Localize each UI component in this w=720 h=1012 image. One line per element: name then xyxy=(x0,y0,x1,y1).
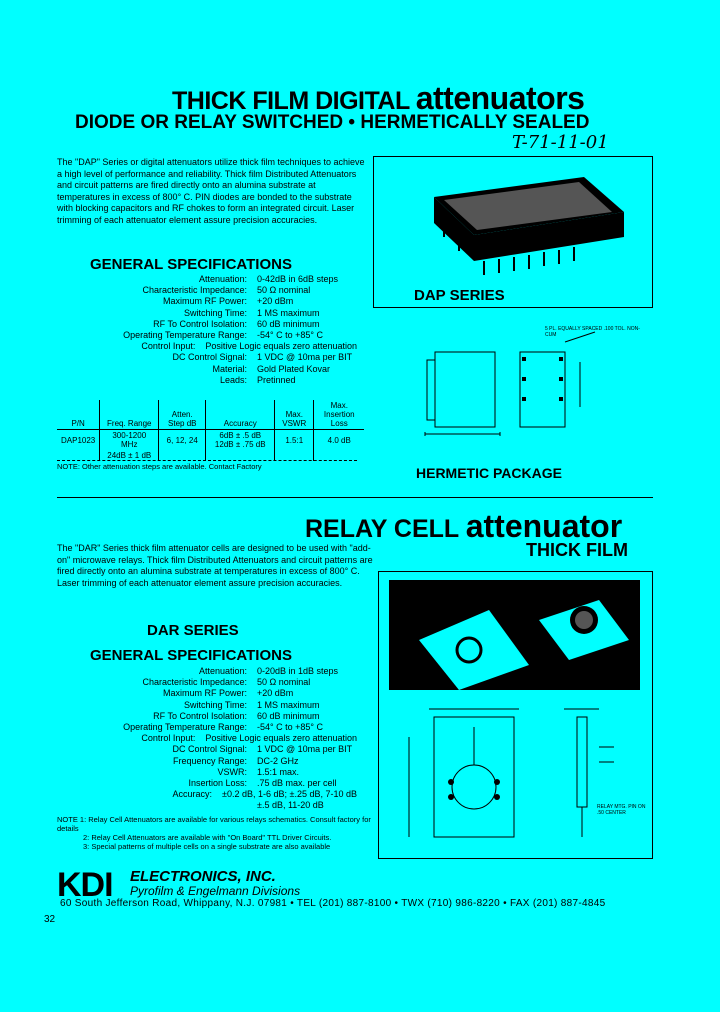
spec-label: Attenuation: xyxy=(198,274,247,284)
spec-row xyxy=(57,744,357,755)
table-divider xyxy=(57,460,357,461)
spec-label: Maximum RF Power: xyxy=(162,688,247,699)
dap-note: NOTE: Other attenuation steps are available. Contact Factory xyxy=(57,462,262,471)
spec-value: Positive Logic equals zero attenuation xyxy=(205,733,357,744)
table-cell: 6, 12, 24 xyxy=(159,430,206,451)
spec-row xyxy=(57,711,357,722)
relay-subtitle: THICK FILM xyxy=(526,540,628,560)
spec-value: -54° C to +85° C xyxy=(257,330,323,341)
spec-value: +20 dBm xyxy=(257,688,294,699)
handwritten-note: T-71-11-01 xyxy=(512,132,609,153)
relay-intro: The "DAR" Series thick film attenuator cells are designed to be used with "add-on" microwave relays. Thick film Distributed Attenuators and circuit patterns are fired directly onto an alumina substrate at temperatures in excess of 800° C. Laser trimming of each attenuator element assure precision accuracies. xyxy=(57,543,373,588)
table-row xyxy=(57,430,364,451)
spec-label: Leads: xyxy=(219,374,247,385)
spec-label: Maximum RF Power: xyxy=(162,296,247,307)
spec-value: 1 MS maximum xyxy=(257,307,320,318)
spec-value: -54° C to +85° C xyxy=(257,722,323,733)
spec-label: Accuracy: xyxy=(172,789,213,800)
section-divider xyxy=(57,497,653,498)
spec-label: RF To Control Isolation: xyxy=(153,710,247,721)
spec-label: Characteristic Impedance: xyxy=(142,285,247,296)
spec-label: Control Input: xyxy=(141,733,196,744)
table-header: Max. Insertion Loss xyxy=(314,400,365,430)
table-cell: 1.5:1 xyxy=(275,430,314,451)
spec-value: Pretinned xyxy=(257,374,296,385)
table-cell: 4.0 dB xyxy=(314,430,365,451)
company-name: ELECTRONICS, INC. xyxy=(130,868,276,885)
page-number: 32 xyxy=(44,914,56,925)
spec-row xyxy=(57,319,357,330)
spec-label: VSWR: xyxy=(217,766,247,777)
spec-row xyxy=(57,666,357,677)
title-big: attenuators xyxy=(415,80,585,116)
spec-row xyxy=(57,341,357,352)
table-header: Atten. Step dB xyxy=(159,400,206,430)
spec-value: ±0.2 dB, 1-6 dB; ±.25 dB, 7-10 dB xyxy=(222,789,357,800)
table-cell: 24dB ± 1 dB xyxy=(100,450,159,461)
spec-row xyxy=(57,733,357,744)
relay-note: NOTE 1: Relay Cell Attenuators are available for various relays schematics. Consult factory for details xyxy=(57,815,371,833)
spec-value: ±.5 dB, 11-20 dB xyxy=(257,800,324,811)
kdi-logo: KDI xyxy=(57,866,113,904)
spec-row xyxy=(57,677,357,688)
table-header: Accuracy xyxy=(206,400,275,430)
page-subtitle: DIODE OR RELAY SWITCHED • HERMETICALLY SEALED xyxy=(75,112,590,133)
relay-substrate-image xyxy=(389,580,640,690)
spec-row xyxy=(57,330,357,341)
spec-label: Control Input: xyxy=(141,341,196,352)
dap-table xyxy=(57,400,364,461)
spec-row xyxy=(57,274,357,285)
spec-row xyxy=(57,352,357,363)
spec-value: 1 VDC @ 10ma per BIT xyxy=(257,744,353,755)
spec-row xyxy=(57,688,357,699)
spec-label: Switching Time: xyxy=(183,307,247,318)
spec-label: Attenuation: xyxy=(198,666,247,676)
spec-value: Positive Logic equals zero attenuation xyxy=(205,341,357,352)
relay-title-small: RELAY CELL xyxy=(305,515,459,543)
relay-note: 2: Relay Cell Attenuators are available with "On Board" TTL Driver Circuits. xyxy=(83,833,332,842)
spec-value: 60 dB minimum xyxy=(257,710,320,721)
spec-row xyxy=(57,375,357,386)
relay-note: 3: Special patterns of multiple cells on a single substrate are also available xyxy=(83,842,331,851)
spec-value: 1 VDC @ 10ma per BIT xyxy=(257,352,353,363)
spec-label: DC Control Signal: xyxy=(172,744,247,755)
table-header: Freq. Range xyxy=(100,400,159,430)
relay-drawing-label: RELAY MTG. PIN ON .50 CENTER xyxy=(597,804,646,816)
spec-value: .75 dB max. per cell xyxy=(257,778,337,789)
spec-row xyxy=(57,308,357,319)
dap-specs-heading: GENERAL SPECIFICATIONS xyxy=(90,256,292,273)
table-cell: 6dB ± .5 dB 12dB ± .75 dB xyxy=(206,430,275,451)
relay-photo-image xyxy=(389,580,640,690)
package-label: HERMETIC PACKAGE xyxy=(416,465,562,481)
spec-value: DC-2 GHz xyxy=(257,755,299,766)
relay-title-big: attenuator xyxy=(465,508,623,544)
spec-label: Characteristic Impedance: xyxy=(142,677,247,688)
spec-value: 0-42dB in 6dB steps xyxy=(257,274,339,284)
spec-value: 50 Ω nominal xyxy=(257,677,311,688)
dap-package-image xyxy=(374,157,651,306)
relay-drawing-svg xyxy=(389,697,644,852)
spec-row xyxy=(57,364,357,375)
spec-row xyxy=(57,756,357,767)
dap-drawing xyxy=(405,322,655,447)
spec-label: Operating Temperature Range: xyxy=(123,330,247,341)
relay-notes xyxy=(57,815,375,851)
relay-specs xyxy=(57,666,357,812)
table-header: Max. VSWR xyxy=(275,400,314,430)
spec-value: 1 MS maximum xyxy=(257,699,320,710)
table-header: P/N xyxy=(57,400,100,430)
spec-value: 60 dB minimum xyxy=(257,318,320,329)
spec-row xyxy=(57,700,357,711)
dap-photo xyxy=(373,156,653,308)
spec-value: 0-20dB in 1dB steps xyxy=(257,666,339,676)
dap-drawing-label: 5 PL. EQUALLY SPACED .100 TOL. NON-CUM xyxy=(545,326,640,338)
dap-specs xyxy=(57,274,357,386)
table-header-row xyxy=(57,400,364,430)
company-address: 60 South Jefferson Road, Whippany, N.J. 07981 • TEL (201) 887-8100 • TWX (710) 986-8220 • FAX (201) 887-4845 xyxy=(60,898,606,909)
spec-label: Insertion Loss: xyxy=(188,778,247,789)
spec-label: DC Control Signal: xyxy=(172,352,247,363)
spec-label: RF To Control Isolation: xyxy=(153,318,247,329)
spec-value: 50 Ω nominal xyxy=(257,285,311,296)
spec-label xyxy=(57,800,257,811)
dap-photo-label: DAP SERIES xyxy=(414,287,505,304)
table-cell: DAP1023 xyxy=(61,435,96,445)
spec-value: 1.5:1 max. xyxy=(257,766,300,777)
relay-specs-heading: GENERAL SPECIFICATIONS xyxy=(90,647,292,664)
spec-row xyxy=(57,800,357,811)
spec-row xyxy=(57,778,357,789)
relay-photo xyxy=(378,571,653,859)
spec-row xyxy=(57,767,357,778)
spec-label: Operating Temperature Range: xyxy=(123,722,247,733)
title-small: THICK FILM DIGITAL xyxy=(172,87,410,115)
spec-label: Frequency Range: xyxy=(172,755,247,766)
spec-value: Gold Plated Kovar xyxy=(257,363,331,374)
company-divisions: Pyrofilm & Engelmann Divisions xyxy=(130,884,301,898)
table-cell: 300-1200 MHz xyxy=(100,430,159,451)
spec-value: +20 dBm xyxy=(257,296,294,307)
dap-table-wrap xyxy=(57,400,364,461)
spec-row xyxy=(57,285,357,296)
dap-intro: The "DAP" Series or digital attenuators utilize thick film techniques to achieve a high level of performance and reliability. Thick film Distributed Attenuators and circuit patterns are fired directly onto an alumina substrate at temperatures in excess of 800° C. PIN diodes are bonded to the substrate with blocking capacitors and RF chokes to form an integrated circuit. Laser trimming of each attenuator element assure precision accuracies. xyxy=(57,157,365,225)
relay-series-label: DAR SERIES xyxy=(147,622,239,639)
spec-row xyxy=(57,296,357,307)
spec-label: Switching Time: xyxy=(183,699,247,710)
spec-row xyxy=(57,789,357,800)
spec-label: Material: xyxy=(212,363,247,374)
dap-drawing-svg xyxy=(405,322,655,447)
spec-row xyxy=(57,722,357,733)
